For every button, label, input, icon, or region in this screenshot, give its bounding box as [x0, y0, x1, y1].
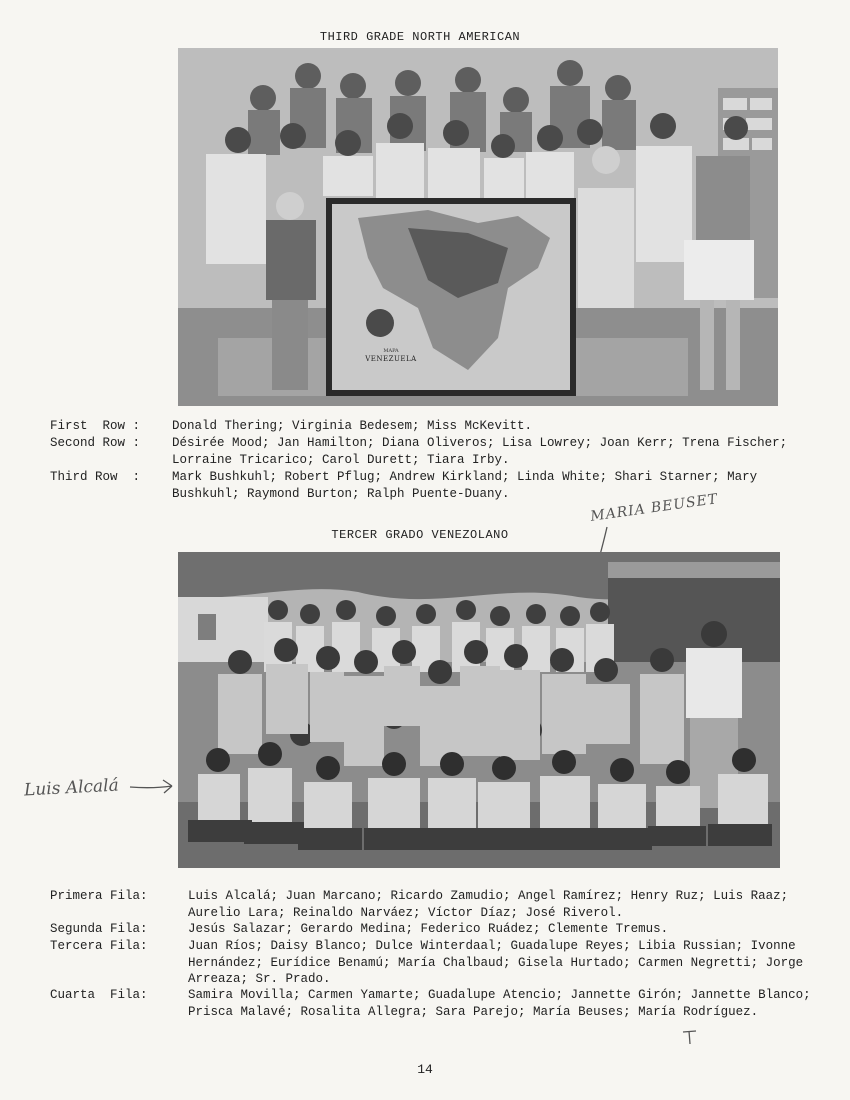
row-label: Third Row :: [50, 470, 141, 484]
row-label: Cuarta Fila:: [50, 988, 148, 1002]
row-names: Mark Bushkuhl; Robert Pflug; Andrew Kirkland; Linda White; Shari Starner; Mary Bushkuhl; Raymond Burton; Ralph Puente-Duany.: [172, 470, 758, 501]
row-names: Samira Movilla; Carmen Yamarte; Guadalupe Atencio; Jannette Girón; Jannette Blanco; Prisca Malavé; Rosalita Allegra; Sara Parejo; María Beuses; María Rodríguez.: [188, 988, 811, 1019]
row-names: Donald Thering; Virginia Bedesem; Miss McKevitt.: [172, 419, 533, 433]
handwritten-note-top: MARIA BEUSET: [589, 491, 720, 525]
class-photo-north-american: [178, 48, 778, 406]
row-label: Primera Fila:: [50, 889, 148, 903]
section-title-north-american: THIRD GRADE NORTH AMERICAN: [319, 30, 521, 44]
row-label: Segunda Fila:: [50, 922, 148, 936]
map-label-mapa: MAPA: [383, 348, 399, 354]
section-title-venezolano: TERCER GRADO VENEZOLANO: [331, 528, 509, 542]
pencil-arrow-right-icon: [128, 775, 178, 799]
handwritten-note-left: Luis Alcalá: [23, 775, 120, 801]
row-names: Désirée Mood; Jan Hamilton; Diana Oliveros; Lisa Lowrey; Joan Kerr; Trena Fischer; Lorraine Tricarico; Carol Durett; Tiara Irby.: [172, 436, 788, 467]
row-names: Juan Ríos; Daisy Blanco; Dulce Winterdaal; Guadalupe Reyes; Libia Russian; Ivonne Hernández; Eurídice Benamú; María Chalbaud; Gisela Hurtado; Carmen Negretti; Jorge Arreaza; Sr. Prado.: [188, 939, 804, 986]
row-label: First Row :: [50, 419, 141, 433]
row-label: Tercera Fila:: [50, 939, 148, 953]
class-photo-venezolano: [178, 552, 780, 868]
pencil-tick-mark-icon: [680, 1028, 700, 1046]
page-number: 14: [417, 1062, 433, 1077]
row-names: Luis Alcalá; Juan Marcano; Ricardo Zamudio; Angel Ramírez; Henry Ruz; Luis Raaz; Aurelio Lara; Reinaldo Narváez; Víctor Díaz; José Riverol.: [188, 889, 789, 920]
row-names: Jesús Salazar; Gerardo Medina; Federico Ruádez; Clemente Tremus.: [188, 922, 669, 936]
row-label: Second Row :: [50, 436, 141, 450]
map-label-venezuela: VENEZUELA: [365, 355, 417, 363]
